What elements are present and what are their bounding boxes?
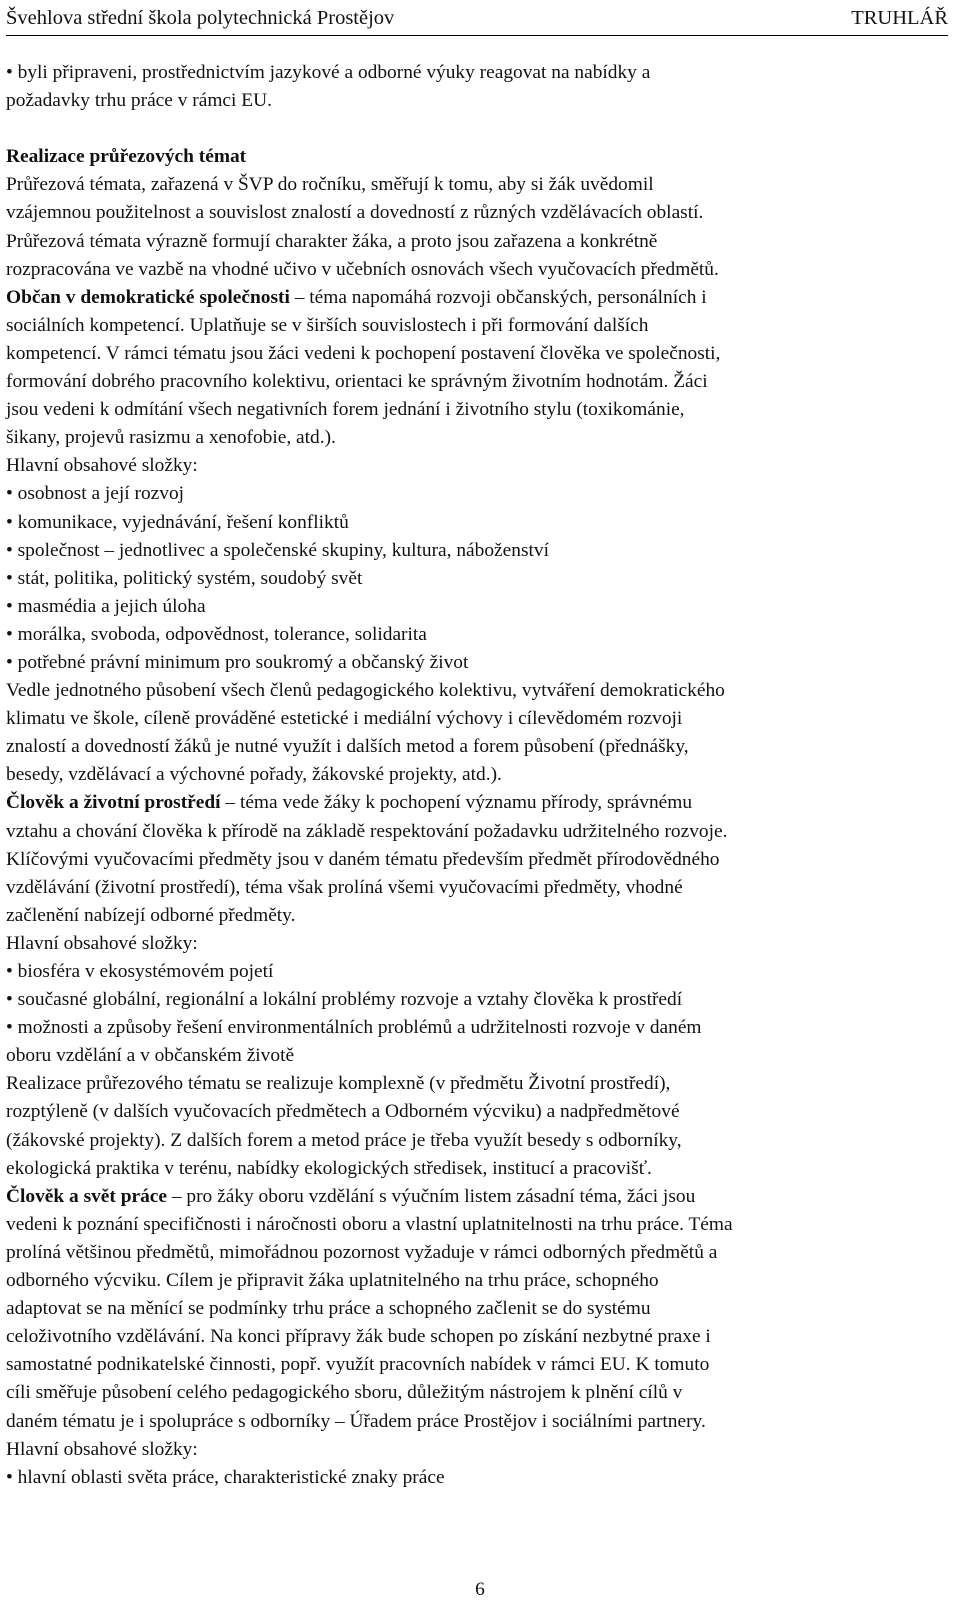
text-line: začlenění nabízejí odborné předměty.	[6, 904, 296, 926]
text-line: rozptýleně (v dalších vyučovacích předmětech a Odborném výcviku) a nadpředmětové	[6, 1101, 680, 1123]
text-line: šikany, projevů rasizmu a xenofobie, atd.).	[6, 427, 336, 449]
text-line: znalostí a dovedností žáků je nutné využít i dalších metod a forem působení (přednášky,	[6, 736, 689, 758]
text-line: Realizace průřezového tématu se realizuje komplexně (v předmětu Životní prostředí),	[6, 1073, 671, 1095]
text-line: jsou vedeni k odmítání všech negativních forem jednání i životního stylu (toxikománie,	[6, 399, 685, 421]
topic-title: Člověk a svět práce	[6, 1185, 168, 1207]
text-line: vedeni k poznání specifičnosti i náročnosti oboru a vlastní uplatnitelnosti na trhu práce. Téma	[6, 1213, 733, 1235]
subheading: Hlavní obsahové složky:	[6, 932, 198, 954]
header-program-name: TRUHLÁŘ	[851, 7, 948, 29]
text-line: Průřezová témata, zařazená v ŠVP do ročníku, směřují k tomu, aby si žák uvědomil	[6, 174, 654, 196]
text-line: klimatu ve škole, cíleně prováděné estetické i mediální výchovy i cílevědomém rozvoji	[6, 708, 683, 730]
bullet-line: • současné globální, regionální a lokální problémy rozvoje a vztahy člověka k prostředí	[6, 986, 936, 1014]
bullet-line: • morálka, svoboda, odpovědnost, tolerance, solidarita	[6, 621, 936, 649]
header-school-name: Švehlova střední škola polytechnická Prostějov	[6, 7, 395, 29]
topic-title: Člověk a životní prostředí	[6, 792, 221, 814]
document-body	[6, 59, 936, 1492]
text-line: cíli směřuje působení celého pedagogického sboru, důležitým nástrojem k plnění cílů v	[6, 1382, 683, 1404]
text-line: ekologická praktika v terénu, nabídky ekologických středisek, institucí a pracovišť.	[6, 1157, 652, 1179]
text-line: kompetencí. V rámci tématu jsou žáci vedeni k pochopení postavení člověka ve společnosti,	[6, 342, 721, 364]
text-line: rozpracována ve vazbě na vhodné učivo v učebních osnovách všech vyučovacích předmětů.	[6, 258, 719, 280]
bullet-line: • osobnost a její rozvoj	[6, 480, 936, 508]
bullet-line: • možnosti a způsoby řešení environmentálních problémů a udržitelnosti rozvoje v daném	[6, 1014, 936, 1042]
topic-text: – téma vede žáky k pochopení významu přírody, správnému	[220, 792, 693, 814]
text-line: vztahu a chování člověka k přírodě na základě respektování požadavku udržitelného rozvoje.	[6, 820, 728, 842]
bullet-line: • komunikace, vyjednávání, řešení konfliktů	[6, 509, 936, 537]
page-header	[6, 3, 948, 36]
text-line: sociálních kompetencí. Uplatňuje se v širších souvislostech i při formování dalších	[6, 314, 649, 336]
text-line: besedy, vzdělávací a výchovné pořady, žákovské projekty, atd.).	[6, 764, 502, 786]
topic-line	[6, 789, 936, 817]
text-line: Vedle jednotného působení všech členů pedagogického kolektivu, vytváření demokratického	[6, 680, 725, 702]
topic-line	[6, 1183, 936, 1211]
text-line: daném tématu je i spolupráce s odborníky – Úřadem práce Prostějov i sociálními partnery.	[6, 1410, 706, 1432]
text-line: celoživotního vzdělávání. Na konci přípravy žák bude schopen po získání nezbytné praxe i	[6, 1326, 711, 1348]
text-line: formování dobrého pracovního kolektivu, orientaci ke správným životním hodnotám. Žáci	[6, 371, 708, 393]
bullet-line: • stát, politika, politický systém, soudobý svět	[6, 565, 936, 593]
text-line: oboru vzdělání a v občanském životě	[6, 1045, 295, 1067]
paragraph-gap	[6, 115, 936, 143]
text-line: Průřezová témata výrazně formují charakter žáka, a proto jsou zařazena a konkrétně	[6, 230, 658, 252]
topic-line	[6, 284, 936, 312]
text-line: odborného výcviku. Cílem je připravit žáka uplatnitelného na trhu práce, schopného	[6, 1270, 659, 1292]
bullet-line: • společnost – jednotlivec a společenské skupiny, kultura, náboženství	[6, 537, 936, 565]
subheading: Hlavní obsahové složky:	[6, 1438, 198, 1460]
bullet-line: • hlavní oblasti světa práce, charakteristické znaky práce	[6, 1464, 936, 1492]
text-line: prolíná většinou předmětů, mimořádnou pozornost vyžaduje v rámci odborných předmětů a	[6, 1241, 718, 1263]
text-line: (žákovské projekty). Z dalších forem a metod práce je třeba využít besedy s odborníky,	[6, 1129, 682, 1151]
bullet-line: • potřebné právní minimum pro soukromý a občanský život	[6, 649, 936, 677]
text-line: adaptovat se na měnící se podmínky trhu práce a schopného začlenit se do systému	[6, 1298, 651, 1320]
topic-text: – téma napomáhá rozvoji občanských, personálních i	[289, 286, 707, 308]
bullet-line: • byli připraveni, prostřednictvím jazykové a odborné výuky reagovat na nabídky a	[6, 59, 936, 87]
page-number: 6	[475, 1579, 485, 1600]
text-line: Klíčovými vyučovacími předměty jsou v daném tématu především předmět přírodovědného	[6, 848, 720, 870]
topic-title: Občan v demokratické společnosti	[6, 286, 290, 308]
topic-text: – pro žáky oboru vzdělání s výučním listem zásadní téma, žáci jsou	[167, 1185, 696, 1207]
bullet-line: • biosféra v ekosystémovém pojetí	[6, 958, 936, 986]
text-line: vzdělávání (životní prostředí), téma však prolíná všemi vyučovacími předměty, vhodné	[6, 876, 683, 898]
text-line: samostatné podnikatelské činnosti, popř. využít pracovních nabídek v rámci EU. K tomuto	[6, 1354, 710, 1376]
subheading: Hlavní obsahové složky:	[6, 455, 198, 477]
text-line: požadavky trhu práce v rámci EU.	[6, 90, 272, 112]
section-heading: Realizace průřezových témat	[6, 146, 247, 168]
text-line: vzájemnou použitelnost a souvislost znalostí a dovedností z různých vzdělávacích oblastí.	[6, 202, 704, 224]
bullet-line: • masmédia a jejich úloha	[6, 593, 936, 621]
